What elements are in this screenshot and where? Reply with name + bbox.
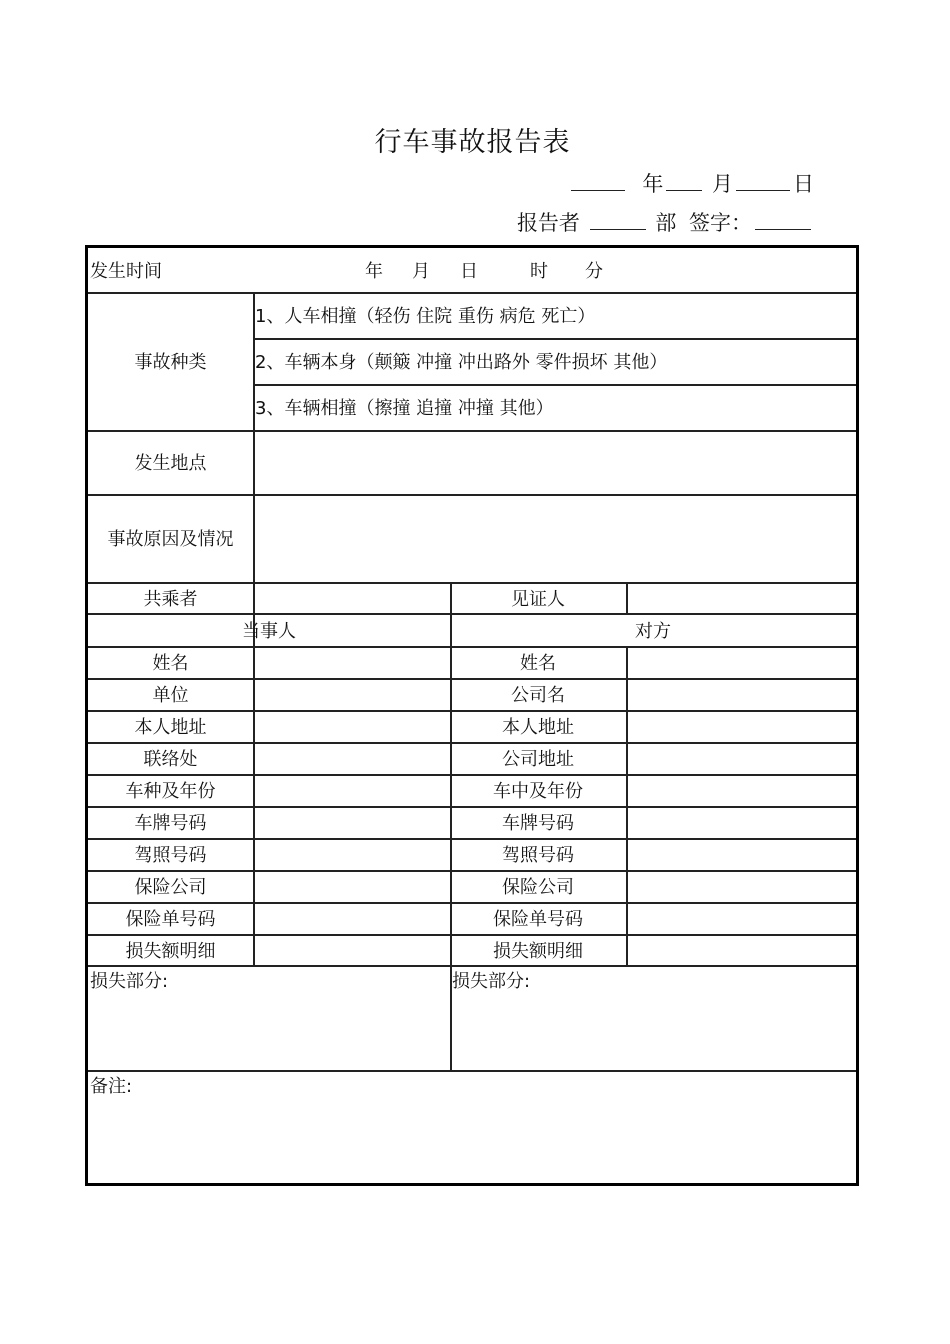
signature-blank[interactable] bbox=[755, 211, 811, 230]
year-blank[interactable] bbox=[571, 172, 625, 191]
signature-label: 签字： bbox=[689, 211, 752, 235]
remarks-label: 备注: bbox=[90, 1076, 133, 1097]
other-party-field-input[interactable] bbox=[626, 806, 856, 838]
passenger-label: 共乘者 bbox=[143, 588, 198, 610]
witness-label: 见证人 bbox=[511, 588, 565, 610]
party-field-input[interactable] bbox=[253, 678, 450, 710]
other-party-field-input[interactable] bbox=[626, 742, 856, 774]
other-party-field-label: 公司名 bbox=[511, 685, 565, 706]
party-field-label: 损失额明细 bbox=[125, 940, 216, 962]
reporter-department-blank[interactable] bbox=[590, 211, 646, 230]
party-header: 当事人 bbox=[242, 620, 296, 642]
time-minute-label: 分 bbox=[585, 261, 603, 282]
other-party-field-label: 本人地址 bbox=[502, 717, 574, 738]
cause-field[interactable] bbox=[253, 494, 856, 582]
other-party-field-label: 车中及年份 bbox=[493, 781, 583, 802]
other-party-field-input[interactable] bbox=[626, 774, 856, 806]
damage-party-label: 损失部分: bbox=[90, 971, 169, 992]
page-title: 行车事故报告表 bbox=[374, 127, 571, 158]
other-party-field-label: 驾照号码 bbox=[502, 845, 574, 866]
time-month-label: 月 bbox=[412, 261, 430, 282]
other-party-field-label: 损失额明细 bbox=[493, 940, 583, 962]
party-field-input[interactable] bbox=[253, 710, 450, 742]
accident-report-form bbox=[85, 245, 859, 1186]
other-party-field-input[interactable] bbox=[626, 678, 856, 710]
occurrence-time-label: 发生时间 bbox=[90, 261, 162, 282]
party-field-label: 保险单号码 bbox=[125, 909, 216, 930]
damage-party-area[interactable] bbox=[88, 965, 450, 1070]
party-field-input[interactable] bbox=[253, 870, 450, 902]
passenger-field[interactable] bbox=[253, 582, 450, 613]
accident-type-option[interactable]: 2、车辆本身（颠簸 冲撞 冲出路外 零件损坏 其他） bbox=[255, 352, 668, 373]
party-field-input[interactable] bbox=[253, 742, 450, 774]
other-party-field-label: 保险公司 bbox=[502, 877, 574, 898]
party-field-label: 联络处 bbox=[143, 749, 198, 770]
other-party-field-input[interactable] bbox=[626, 870, 856, 902]
accident-type-option[interactable]: 3、车辆相撞（擦撞 追撞 冲撞 其他） bbox=[255, 398, 554, 419]
party-field-input[interactable] bbox=[253, 902, 450, 934]
grid-line-v bbox=[626, 582, 628, 613]
time-hour-label: 时 bbox=[530, 261, 548, 282]
time-year-label: 年 bbox=[365, 261, 383, 282]
year-label: 年 bbox=[642, 172, 664, 196]
accident-type-option[interactable]: 1、人车相撞（轻伤 住院 重伤 病危 死亡） bbox=[255, 306, 596, 327]
other-party-field-label: 公司地址 bbox=[502, 749, 574, 770]
other-party-field-input[interactable] bbox=[626, 934, 856, 965]
reporter-line bbox=[517, 207, 814, 237]
other-party-field-label: 保险单号码 bbox=[493, 909, 583, 930]
party-field-input[interactable] bbox=[253, 806, 450, 838]
other-party-field-input[interactable] bbox=[626, 838, 856, 870]
occurrence-time-value[interactable] bbox=[253, 248, 856, 292]
reporter-label: 报告者 bbox=[516, 211, 580, 235]
grid-line-v bbox=[626, 646, 628, 965]
other-party-field-input[interactable] bbox=[626, 646, 856, 678]
party-field-label: 保险公司 bbox=[134, 877, 207, 898]
party-field-input[interactable] bbox=[253, 774, 450, 806]
other-party-field-label: 车牌号码 bbox=[502, 813, 574, 834]
witness-field[interactable] bbox=[626, 582, 856, 613]
damage-other-area[interactable] bbox=[450, 965, 856, 1070]
remarks-area[interactable] bbox=[88, 1070, 856, 1183]
other-party-field-input[interactable] bbox=[626, 710, 856, 742]
month-blank[interactable] bbox=[666, 172, 702, 191]
party-field-label: 车种及年份 bbox=[125, 781, 216, 802]
party-field-label: 单位 bbox=[152, 685, 189, 706]
damage-other-label: 损失部分: bbox=[452, 971, 531, 992]
other-party-header: 对方 bbox=[635, 620, 671, 642]
party-field-label: 车牌号码 bbox=[134, 813, 207, 834]
other-party-field-input[interactable] bbox=[626, 902, 856, 934]
day-label: 日 bbox=[793, 172, 814, 196]
party-field-label: 驾照号码 bbox=[134, 845, 207, 866]
cause-label: 事故原因及情况 bbox=[107, 529, 234, 550]
month-label: 月 bbox=[712, 172, 733, 196]
time-day-label: 日 bbox=[460, 261, 478, 282]
party-field-input[interactable] bbox=[253, 646, 450, 678]
accident-type-label: 事故种类 bbox=[134, 352, 207, 373]
party-field-input[interactable] bbox=[253, 838, 450, 870]
other-party-field-label: 姓名 bbox=[520, 653, 556, 674]
party-field-label: 姓名 bbox=[152, 653, 189, 674]
party-field-label: 本人地址 bbox=[134, 717, 207, 738]
location-label: 发生地点 bbox=[134, 453, 207, 474]
report-date-line bbox=[568, 168, 814, 198]
day-blank[interactable] bbox=[736, 172, 790, 191]
department-label: 部 bbox=[655, 211, 677, 235]
location-field[interactable] bbox=[253, 430, 856, 494]
party-field-input[interactable] bbox=[253, 934, 450, 965]
